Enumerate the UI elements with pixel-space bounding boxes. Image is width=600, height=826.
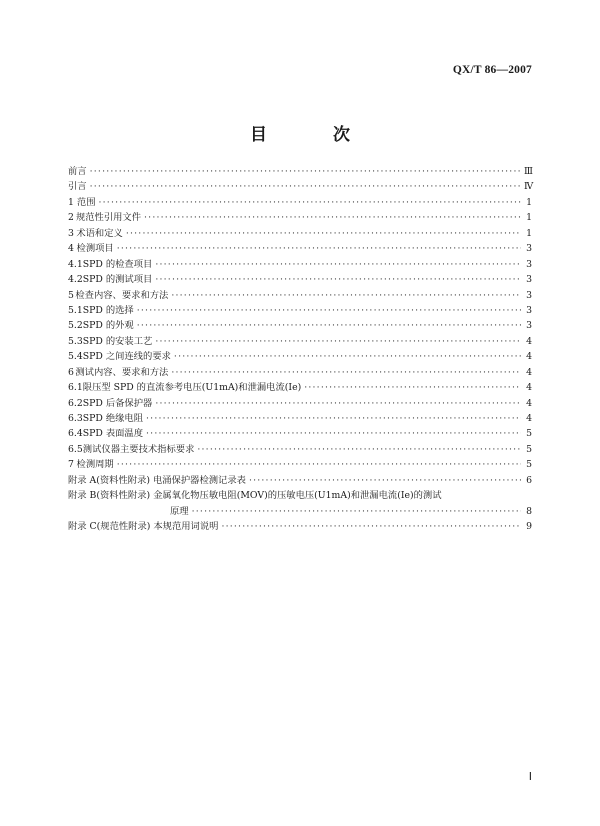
toc-label: 测试内容、要求和方法 <box>75 366 169 378</box>
toc-leader-dots <box>99 195 522 210</box>
toc-page: 4 <box>526 397 532 409</box>
toc-label: SPD 的选择 <box>82 304 134 316</box>
toc-entry[interactable] <box>68 257 532 272</box>
toc-leader-dots <box>90 164 521 179</box>
toc-entry[interactable] <box>68 318 532 333</box>
toc-page: 1 <box>526 212 532 224</box>
toc-page: 4 <box>526 366 532 378</box>
toc-entry[interactable] <box>68 334 532 349</box>
page-number: Ⅰ <box>528 771 532 783</box>
toc-page: 5 <box>526 428 532 440</box>
toc-leader-dots <box>221 519 521 534</box>
toc-number: 1 <box>68 196 74 208</box>
toc-label: 附录 C(规范性附录) 本规范用词说明 <box>68 521 219 533</box>
toc-number: 6 <box>68 366 74 378</box>
toc-page: 9 <box>526 521 532 533</box>
toc-number: 6.2 <box>68 397 83 409</box>
toc-entry[interactable] <box>68 488 532 503</box>
toc-label: 原理 <box>170 505 189 517</box>
toc-leader-dots <box>155 396 521 411</box>
toc-number: 4.1 <box>68 258 83 270</box>
toc-entry[interactable] <box>68 179 532 194</box>
toc-number: 4.2 <box>68 274 83 286</box>
toc-number: 6.5 <box>68 443 83 455</box>
toc-leader-dots <box>304 380 521 395</box>
toc-page: Ⅲ <box>524 166 533 177</box>
toc-label: SPD 的外观 <box>82 320 134 332</box>
toc-number: 4 <box>68 243 74 255</box>
toc-entry[interactable] <box>68 303 532 318</box>
toc-label: 范围 <box>76 196 96 208</box>
page-title: 目 次 <box>250 125 380 145</box>
toc-leader-dots <box>117 241 521 256</box>
toc-leader-dots <box>90 179 521 194</box>
toc-entry[interactable] <box>68 411 532 426</box>
toc-entry[interactable] <box>68 272 532 287</box>
toc-page: 4 <box>526 351 532 363</box>
toc-leader-dots <box>126 226 521 241</box>
toc-label: 检测项目 <box>76 243 114 255</box>
toc-leader-dots <box>249 473 521 488</box>
toc-label: 检查内容、要求和方法 <box>75 289 169 301</box>
toc-entry[interactable] <box>68 349 532 364</box>
toc-number: 2 <box>68 212 74 224</box>
toc-entry[interactable] <box>68 519 532 534</box>
toc-page: 3 <box>526 289 532 301</box>
toc-page: 5 <box>526 459 532 471</box>
toc-page: 3 <box>526 304 532 316</box>
toc-leader-dots <box>192 504 521 519</box>
toc-page: 3 <box>526 243 532 255</box>
toc-label: 限压型 SPD 的直流参考电压(U1mA)和泄漏电流(Ie) <box>82 382 302 394</box>
toc-number: 5.3 <box>68 335 83 347</box>
toc-label: SPD 之间连线的要求 <box>82 351 171 363</box>
toc-entry[interactable] <box>68 164 532 179</box>
toc-entry[interactable] <box>68 241 532 256</box>
toc-label: 前言 <box>68 166 87 177</box>
toc-entry[interactable] <box>68 396 532 411</box>
toc-entry[interactable] <box>68 195 532 210</box>
toc-number: 6.3 <box>68 413 83 424</box>
toc-leader-dots <box>146 426 521 441</box>
toc-leader-dots <box>174 349 521 364</box>
toc-entry-continuation[interactable] <box>68 504 532 519</box>
toc-number: 5.4 <box>68 351 83 363</box>
toc-page: Ⅳ <box>524 181 534 193</box>
toc-label: 规范性引用文件 <box>75 212 142 224</box>
toc-page: 3 <box>526 320 532 332</box>
toc-entry[interactable] <box>68 426 532 441</box>
toc-label: 术语和定义 <box>76 227 123 239</box>
toc-entry[interactable] <box>68 365 532 380</box>
toc-page: 6 <box>526 474 532 486</box>
toc-leader-dots <box>171 365 521 380</box>
toc-number: 5.1 <box>68 304 83 316</box>
toc-label: SPD 绝缘电阻 <box>82 413 144 424</box>
table-of-contents <box>68 164 532 535</box>
toc-label: 附录 B(资料性附录) 金属氧化物压敏电阻(MOV)的压敏电压(U1mA)和泄漏电流(Ie)的测试 <box>68 490 442 502</box>
toc-label: SPD 的安装工艺 <box>82 335 153 347</box>
toc-leader-dots <box>146 411 521 426</box>
toc-entry[interactable] <box>68 226 532 241</box>
toc-leader-dots <box>155 334 521 349</box>
toc-page: 4 <box>526 335 532 347</box>
toc-label: 检测周期 <box>76 459 114 471</box>
toc-label: 测试仪器主要技术指标要求 <box>82 443 195 455</box>
toc-entry[interactable] <box>68 380 532 395</box>
toc-page: 3 <box>526 274 532 286</box>
toc-page: 4 <box>526 382 532 394</box>
standard-code: QX/T 86—2007 <box>452 64 532 76</box>
toc-leader-dots <box>171 288 521 303</box>
toc-leader-dots <box>197 442 521 457</box>
toc-label: 引言 <box>68 181 87 193</box>
toc-number: 6.1 <box>68 382 83 394</box>
toc-entry[interactable] <box>68 288 532 303</box>
toc-label: SPD 表面温度 <box>82 428 144 440</box>
toc-entry[interactable] <box>68 473 532 488</box>
toc-leader-dots <box>155 272 521 287</box>
toc-page: 1 <box>526 196 532 208</box>
toc-page: 1 <box>526 227 532 239</box>
toc-label: 附录 A(资料性附录) 电涌保护器检测记录表 <box>68 474 246 486</box>
toc-leader-dots <box>137 318 521 333</box>
toc-page: 3 <box>526 258 532 270</box>
toc-entry[interactable] <box>68 210 532 225</box>
toc-leader-dots <box>144 210 521 225</box>
toc-page: 4 <box>526 413 532 424</box>
toc-leader-dots <box>155 257 521 272</box>
toc-entry[interactable] <box>68 457 532 472</box>
toc-number: 5 <box>68 289 74 301</box>
toc-label: SPD 的测试项目 <box>82 274 153 286</box>
toc-leader-dots <box>117 457 521 472</box>
toc-page: 5 <box>526 443 532 455</box>
toc-entry[interactable] <box>68 442 532 457</box>
toc-label: SPD 后备保护器 <box>82 397 153 409</box>
toc-number: 5.2 <box>68 320 83 332</box>
toc-leader-dots <box>137 303 521 318</box>
toc-number: 3 <box>68 227 74 239</box>
toc-number: 6.4 <box>68 428 83 440</box>
toc-label: SPD 的检查项目 <box>82 258 153 270</box>
toc-number: 7 <box>68 459 74 471</box>
toc-page: 8 <box>526 505 532 517</box>
